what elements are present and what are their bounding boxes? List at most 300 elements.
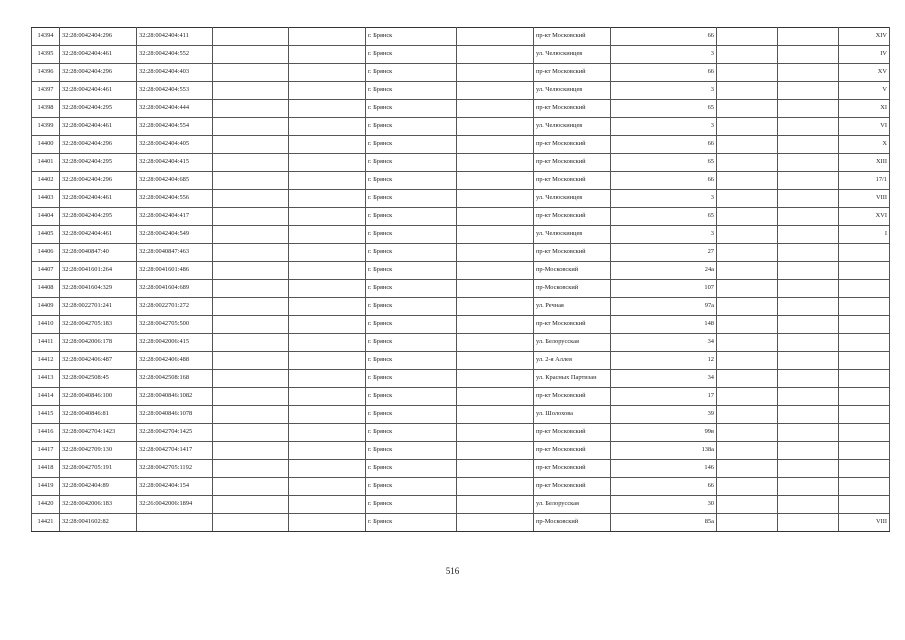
empty-cell [778, 478, 839, 496]
table-row [32, 82, 890, 100]
empty-cell [717, 82, 778, 100]
cadastral-number-cell: 32:28:0042404:415 [137, 154, 213, 172]
premises-number-cell: VIII [839, 514, 890, 532]
cadastral-number-cell: 32:28:0042404:411 [137, 28, 213, 46]
house-number-cell: 97а [611, 298, 717, 316]
house-number-cell: 34 [611, 370, 717, 388]
empty-cell [213, 154, 289, 172]
empty-cell [778, 190, 839, 208]
empty-cell [213, 424, 289, 442]
empty-cell [213, 82, 289, 100]
parcel-number-cell: 32:28:0042709:130 [60, 442, 137, 460]
row-number-cell: 14412 [32, 352, 60, 370]
premises-number-cell [839, 262, 890, 280]
street-cell: пр-кт Московский [534, 64, 611, 82]
house-number-cell: 65 [611, 208, 717, 226]
row-number-cell: 14399 [32, 118, 60, 136]
city-cell: г. Брянск [366, 298, 457, 316]
empty-cell [213, 352, 289, 370]
cadastral-number-cell: 32:28:0040846:1082 [137, 388, 213, 406]
premises-number-cell [839, 334, 890, 352]
empty-cell [778, 208, 839, 226]
empty-cell [289, 316, 366, 334]
premises-number-cell: VI [839, 118, 890, 136]
empty-cell [778, 226, 839, 244]
row-number-cell: 14396 [32, 64, 60, 82]
street-cell: ул. Челюскинцев [534, 190, 611, 208]
empty-cell [457, 154, 534, 172]
house-number-cell: 3 [611, 118, 717, 136]
premises-number-cell: XVI [839, 208, 890, 226]
empty-cell [778, 118, 839, 136]
city-cell: г. Брянск [366, 190, 457, 208]
empty-cell [717, 28, 778, 46]
cadastral-number-cell: 32:28:0042006:415 [137, 334, 213, 352]
empty-cell [717, 118, 778, 136]
cadastral-number-cell: 32:28:0042705:500 [137, 316, 213, 334]
empty-cell [457, 118, 534, 136]
parcel-number-cell: 32:28:0041601:264 [60, 262, 137, 280]
house-number-cell: 66 [611, 478, 717, 496]
row-number-cell: 14394 [32, 28, 60, 46]
empty-cell [457, 352, 534, 370]
parcel-number-cell: 32:28:0042705:191 [60, 460, 137, 478]
street-cell: пр-кт Московский [534, 136, 611, 154]
premises-number-cell: IV [839, 46, 890, 64]
empty-cell [717, 424, 778, 442]
premises-number-cell [839, 316, 890, 334]
empty-cell [457, 226, 534, 244]
row-number-cell: 14402 [32, 172, 60, 190]
empty-cell [289, 370, 366, 388]
row-number-cell: 14408 [32, 280, 60, 298]
city-cell: г. Брянск [366, 226, 457, 244]
row-number-cell: 14395 [32, 46, 60, 64]
street-cell: ул. Белорусская [534, 496, 611, 514]
street-cell: пр-кт Московский [534, 208, 611, 226]
empty-cell [778, 442, 839, 460]
premises-number-cell [839, 406, 890, 424]
table-row [32, 100, 890, 118]
parcel-number-cell: 32:28:0042404:296 [60, 64, 137, 82]
empty-cell [289, 244, 366, 262]
house-number-cell: 3 [611, 46, 717, 64]
empty-cell [717, 352, 778, 370]
house-number-cell: 3 [611, 82, 717, 100]
empty-cell [778, 154, 839, 172]
empty-cell [457, 442, 534, 460]
parcel-number-cell: 32:28:0042404:295 [60, 100, 137, 118]
house-number-cell: 99в [611, 424, 717, 442]
empty-cell [213, 64, 289, 82]
city-cell: г. Брянск [366, 100, 457, 118]
city-cell: г. Брянск [366, 118, 457, 136]
premises-number-cell [839, 280, 890, 298]
cadastral-number-cell: 32:28:0042404:549 [137, 226, 213, 244]
empty-cell [289, 154, 366, 172]
empty-cell [457, 298, 534, 316]
parcel-number-cell: 32:28:0042404:295 [60, 208, 137, 226]
table-row [32, 424, 890, 442]
empty-cell [717, 334, 778, 352]
empty-cell [289, 208, 366, 226]
house-number-cell: 27 [611, 244, 717, 262]
empty-cell [457, 514, 534, 532]
street-cell: пр-кт Московский [534, 460, 611, 478]
empty-cell [457, 136, 534, 154]
empty-cell [457, 82, 534, 100]
city-cell: г. Брянск [366, 460, 457, 478]
table-row [32, 442, 890, 460]
empty-cell [289, 262, 366, 280]
parcel-number-cell: 32:28:0040846:100 [60, 388, 137, 406]
house-number-cell: 65 [611, 100, 717, 118]
street-cell: пр-кт Московский [534, 154, 611, 172]
parcel-number-cell: 32:28:0042404:296 [60, 28, 137, 46]
table-row [32, 370, 890, 388]
street-cell: пр-кт Московский [534, 172, 611, 190]
table-row [32, 460, 890, 478]
house-number-cell: 85а [611, 514, 717, 532]
empty-cell [717, 100, 778, 118]
table-row [32, 316, 890, 334]
page-number: 516 [445, 566, 460, 576]
table-row [32, 334, 890, 352]
table-row [32, 46, 890, 64]
premises-number-cell [839, 388, 890, 406]
row-number-cell: 14404 [32, 208, 60, 226]
street-cell: пр-кт Московский [534, 244, 611, 262]
city-cell: г. Брянск [366, 244, 457, 262]
parcel-number-cell: 32:28:0042404:295 [60, 154, 137, 172]
empty-cell [213, 226, 289, 244]
premises-number-cell [839, 244, 890, 262]
empty-cell [213, 442, 289, 460]
cadastral-number-cell: 32:28:0042404:553 [137, 82, 213, 100]
city-cell: г. Брянск [366, 334, 457, 352]
empty-cell [289, 226, 366, 244]
empty-cell [289, 100, 366, 118]
empty-cell [717, 244, 778, 262]
empty-cell [289, 496, 366, 514]
row-number-cell: 14397 [32, 82, 60, 100]
empty-cell [289, 280, 366, 298]
empty-cell [457, 496, 534, 514]
empty-cell [778, 316, 839, 334]
street-cell: пр-Московский [534, 262, 611, 280]
city-cell: г. Брянск [366, 514, 457, 532]
empty-cell [717, 172, 778, 190]
parcel-number-cell: 32:28:0042704:1423 [60, 424, 137, 442]
cadastral-number-cell: 32:28:0042705:1192 [137, 460, 213, 478]
row-number-cell: 14417 [32, 442, 60, 460]
house-number-cell: 66 [611, 136, 717, 154]
parcel-number-cell: 32:28:0042006:178 [60, 334, 137, 352]
row-number-cell: 14421 [32, 514, 60, 532]
city-cell: г. Брянск [366, 172, 457, 190]
empty-cell [213, 28, 289, 46]
table-row [32, 244, 890, 262]
street-cell: ул. Челюскинцев [534, 82, 611, 100]
house-number-cell: 66 [611, 172, 717, 190]
empty-cell [289, 28, 366, 46]
empty-cell [289, 388, 366, 406]
table-row [32, 280, 890, 298]
empty-cell [717, 154, 778, 172]
empty-cell [213, 316, 289, 334]
empty-cell [289, 514, 366, 532]
empty-cell [289, 424, 366, 442]
cadastral-number-cell: 32:28:0042404:685 [137, 172, 213, 190]
empty-cell [213, 100, 289, 118]
row-number-cell: 14398 [32, 100, 60, 118]
registry-table [31, 27, 890, 532]
empty-cell [717, 46, 778, 64]
premises-number-cell: X [839, 136, 890, 154]
empty-cell [778, 424, 839, 442]
house-number-cell: 24а [611, 262, 717, 280]
premises-number-cell [839, 442, 890, 460]
empty-cell [213, 172, 289, 190]
cadastral-number-cell: 32:28:0042404:417 [137, 208, 213, 226]
street-cell: пр-кт Московский [534, 28, 611, 46]
street-cell: пр-кт Московский [534, 316, 611, 334]
empty-cell [778, 100, 839, 118]
street-cell: ул. 2-я Аллея [534, 352, 611, 370]
empty-cell [717, 406, 778, 424]
empty-cell [778, 496, 839, 514]
empty-cell [717, 316, 778, 334]
empty-cell [213, 280, 289, 298]
empty-cell [778, 388, 839, 406]
empty-cell [778, 82, 839, 100]
cadastral-number-cell: 32:28:0041601:486 [137, 262, 213, 280]
table-row [32, 136, 890, 154]
empty-cell [717, 460, 778, 478]
empty-cell [778, 298, 839, 316]
cadastral-number-cell: 32:28:0022701:272 [137, 298, 213, 316]
empty-cell [289, 406, 366, 424]
empty-cell [213, 190, 289, 208]
cadastral-number-cell: 32:28:0042404:154 [137, 478, 213, 496]
city-cell: г. Брянск [366, 28, 457, 46]
row-number-cell: 14401 [32, 154, 60, 172]
empty-cell [457, 262, 534, 280]
empty-cell [289, 442, 366, 460]
house-number-cell: 66 [611, 64, 717, 82]
empty-cell [289, 46, 366, 64]
empty-cell [778, 172, 839, 190]
empty-cell [289, 190, 366, 208]
parcel-number-cell: 32:28:0041602:82 [60, 514, 137, 532]
city-cell: г. Брянск [366, 46, 457, 64]
empty-cell [457, 316, 534, 334]
empty-cell [457, 172, 534, 190]
parcel-number-cell: 32:28:0042705:183 [60, 316, 137, 334]
empty-cell [457, 478, 534, 496]
parcel-number-cell: 32:28:0042406:487 [60, 352, 137, 370]
cadastral-number-cell: 32:28:0042404:556 [137, 190, 213, 208]
city-cell: г. Брянск [366, 406, 457, 424]
parcel-number-cell: 32:28:0042404:461 [60, 190, 137, 208]
empty-cell [717, 190, 778, 208]
empty-cell [213, 208, 289, 226]
house-number-cell: 107 [611, 280, 717, 298]
registry-body [32, 28, 890, 532]
premises-number-cell: XV [839, 64, 890, 82]
empty-cell [289, 478, 366, 496]
empty-cell [717, 226, 778, 244]
empty-cell [457, 388, 534, 406]
empty-cell [717, 262, 778, 280]
city-cell: г. Брянск [366, 442, 457, 460]
parcel-number-cell: 32:28:0041604:329 [60, 280, 137, 298]
house-number-cell: 17 [611, 388, 717, 406]
city-cell: г. Брянск [366, 370, 457, 388]
cadastral-number-cell: 32:28:0042508:168 [137, 370, 213, 388]
premises-number-cell: 17/1 [839, 172, 890, 190]
house-number-cell: 12 [611, 352, 717, 370]
premises-number-cell: I [839, 226, 890, 244]
row-number-cell: 14419 [32, 478, 60, 496]
empty-cell [213, 514, 289, 532]
row-number-cell: 14420 [32, 496, 60, 514]
row-number-cell: 14409 [32, 298, 60, 316]
row-number-cell: 14403 [32, 190, 60, 208]
city-cell: г. Брянск [366, 388, 457, 406]
row-number-cell: 14407 [32, 262, 60, 280]
parcel-number-cell: 32:28:0042404:461 [60, 82, 137, 100]
street-cell: пр-кт Московский [534, 100, 611, 118]
row-number-cell: 14415 [32, 406, 60, 424]
table-row [32, 478, 890, 496]
empty-cell [778, 370, 839, 388]
premises-number-cell [839, 298, 890, 316]
house-number-cell: 34 [611, 334, 717, 352]
premises-number-cell [839, 424, 890, 442]
empty-cell [289, 460, 366, 478]
parcel-number-cell: 32:28:0042404:461 [60, 118, 137, 136]
street-cell: пр-кт Московский [534, 388, 611, 406]
cadastral-number-cell: 32:28:0042404:405 [137, 136, 213, 154]
premises-number-cell: XIV [839, 28, 890, 46]
cadastral-number-cell: 32:26:0042006:1894 [137, 496, 213, 514]
empty-cell [289, 172, 366, 190]
parcel-number-cell: 32:28:0042404:461 [60, 46, 137, 64]
house-number-cell: 30 [611, 496, 717, 514]
street-cell: ул. Челюскинцев [534, 46, 611, 64]
empty-cell [778, 64, 839, 82]
parcel-number-cell: 32:28:0022701:241 [60, 298, 137, 316]
empty-cell [778, 136, 839, 154]
premises-number-cell: XIII [839, 154, 890, 172]
street-cell: ул. Шолохова [534, 406, 611, 424]
premises-number-cell [839, 478, 890, 496]
city-cell: г. Брянск [366, 64, 457, 82]
empty-cell [213, 406, 289, 424]
parcel-number-cell: 32:28:0042404:296 [60, 172, 137, 190]
cadastral-number-cell: 32:28:0042404:403 [137, 64, 213, 82]
street-cell: пр-кт Московский [534, 478, 611, 496]
street-cell: ул. Белорусская [534, 334, 611, 352]
parcel-number-cell: 32:28:0040847:40 [60, 244, 137, 262]
empty-cell [457, 460, 534, 478]
parcel-number-cell: 32:28:0042508:45 [60, 370, 137, 388]
empty-cell [778, 460, 839, 478]
empty-cell [213, 244, 289, 262]
empty-cell [289, 334, 366, 352]
empty-cell [213, 118, 289, 136]
empty-cell [778, 406, 839, 424]
empty-cell [717, 64, 778, 82]
empty-cell [717, 136, 778, 154]
table-row [32, 298, 890, 316]
table-row [32, 64, 890, 82]
cadastral-number-cell: 32:28:0042406:488 [137, 352, 213, 370]
parcel-number-cell: 32:28:0042006:183 [60, 496, 137, 514]
premises-number-cell: VIII [839, 190, 890, 208]
street-cell: ул. Челюскинцев [534, 226, 611, 244]
premises-number-cell: V [839, 82, 890, 100]
premises-number-cell [839, 460, 890, 478]
row-number-cell: 14411 [32, 334, 60, 352]
street-cell: пр-Московский [534, 280, 611, 298]
row-number-cell: 14400 [32, 136, 60, 154]
city-cell: г. Брянск [366, 136, 457, 154]
cadastral-number-cell: 32:28:0041604:689 [137, 280, 213, 298]
premises-number-cell [839, 370, 890, 388]
parcel-number-cell: 32:28:0042404:89 [60, 478, 137, 496]
house-number-cell: 3 [611, 190, 717, 208]
empty-cell [457, 280, 534, 298]
empty-cell [289, 64, 366, 82]
empty-cell [778, 28, 839, 46]
street-cell: ул. Красных Партизан [534, 370, 611, 388]
parcel-number-cell: 32:28:0042404:461 [60, 226, 137, 244]
empty-cell [457, 64, 534, 82]
row-number-cell: 14413 [32, 370, 60, 388]
house-number-cell: 3 [611, 226, 717, 244]
empty-cell [457, 208, 534, 226]
premises-number-cell [839, 352, 890, 370]
table-row [32, 154, 890, 172]
empty-cell [213, 262, 289, 280]
table-row [32, 262, 890, 280]
street-cell: пр-кт Московский [534, 424, 611, 442]
city-cell: г. Брянск [366, 262, 457, 280]
empty-cell [778, 514, 839, 532]
table-row [32, 388, 890, 406]
street-cell: ул. Речная [534, 298, 611, 316]
empty-cell [213, 46, 289, 64]
premises-number-cell [839, 496, 890, 514]
table-row [32, 226, 890, 244]
empty-cell [289, 82, 366, 100]
empty-cell [457, 28, 534, 46]
table-row [32, 406, 890, 424]
city-cell: г. Брянск [366, 154, 457, 172]
empty-cell [289, 298, 366, 316]
empty-cell [778, 352, 839, 370]
house-number-cell: 39 [611, 406, 717, 424]
table-row [32, 172, 890, 190]
table-row [32, 514, 890, 532]
empty-cell [213, 388, 289, 406]
empty-cell [717, 208, 778, 226]
row-number-cell: 14405 [32, 226, 60, 244]
table-row [32, 352, 890, 370]
row-number-cell: 14416 [32, 424, 60, 442]
